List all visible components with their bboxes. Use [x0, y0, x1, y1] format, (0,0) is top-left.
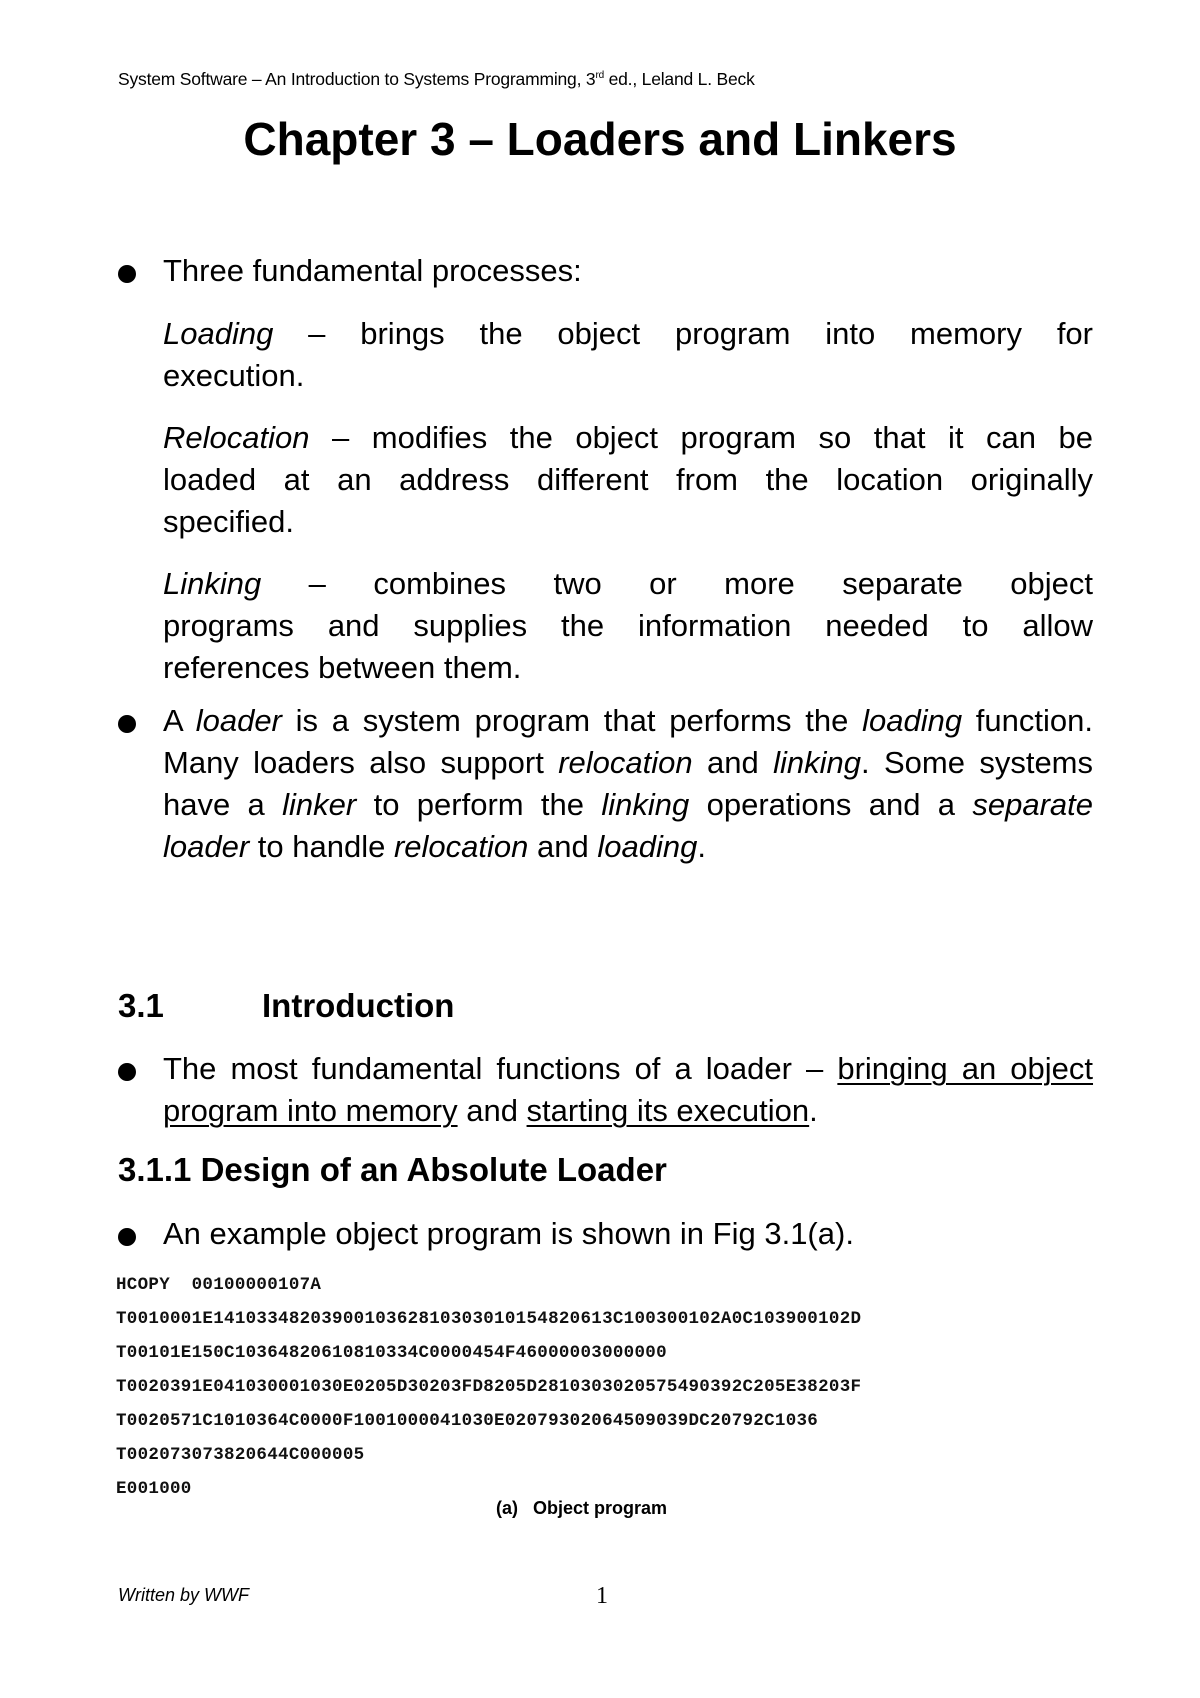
header-text: System Software – An Introduction to Systems Programming, 3 — [118, 69, 596, 89]
running-header — [118, 69, 755, 90]
definition-line — [163, 313, 1093, 355]
figure-caption: (a) Object program — [496, 1498, 668, 1518]
bullet-marker — [118, 1063, 136, 1081]
object-program-figure — [116, 1268, 861, 1506]
bullet-marker — [118, 1228, 136, 1246]
underlined-phrase: bringing an object program into memory — [163, 1051, 1094, 1128]
page-number: 1 — [596, 1583, 608, 1609]
object-program-line: E001000 — [116, 1479, 192, 1499]
definition-line: programs and supplies the information needed to allow — [163, 608, 1093, 643]
definition-line — [163, 417, 1093, 459]
definition-text: – modifies the object program so that it can be — [309, 420, 1093, 455]
definition-term: Loading — [163, 316, 274, 351]
bullet-marker — [118, 715, 136, 733]
header-text-end: ed., Leland L. Beck — [603, 69, 755, 89]
definition-term: Linking — [163, 566, 262, 601]
example-bullet-text: An example object program is shown in Fig 3.1(a). — [163, 1216, 854, 1251]
definition-line — [163, 563, 1093, 605]
subsection-title: 3.1.1 Design of an Absolute Loader — [118, 1151, 667, 1188]
definition-term: Relocation — [163, 420, 310, 455]
definition-line: specified. — [163, 504, 294, 539]
object-program-line: T0020391E041030001030E0205D30203FD8205D2810303020575490392C205E38203F — [116, 1377, 862, 1397]
definition-line: loaded at an address different from the location originally — [163, 462, 1093, 497]
object-program-line: T002073073820644C000005 — [116, 1445, 365, 1465]
object-program-line: T0020571C1010364C0000F1001000041030E02079302064509039DC20792C1036 — [116, 1411, 819, 1431]
header-superscript: rd — [595, 70, 604, 81]
loader-paragraph: A loader is a system program that performs the loading function. Many loaders also support relocation and linking. Some systems have a linker to perform the linking operations and a separate loader to handle relocation and loading. — [163, 703, 1094, 864]
definition-text: – brings the object program into memory for — [273, 316, 1093, 351]
definition-linking — [163, 563, 1093, 689]
object-program-line: HCOPY 00100000107A — [116, 1275, 322, 1295]
section-bullet-text: The most fundamental functions of a loader – bringing an object program into memory and starting its execution. — [163, 1051, 1094, 1128]
underlined-phrase: starting its execution — [526, 1093, 810, 1128]
section-title: Introduction — [262, 987, 455, 1024]
object-program-line: T0010001E1410334820390010362810303010154820613C100300102A0C103900102D — [116, 1309, 862, 1329]
bullet-marker — [118, 265, 136, 283]
definition-line: execution. — [163, 358, 305, 393]
intro-bullet-text: Three fundamental processes: — [163, 253, 582, 288]
chapter-title: Chapter 3 – Loaders and Linkers — [243, 113, 957, 165]
definition-text: – combines two or more separate object — [261, 566, 1093, 601]
definition-line: references between them. — [163, 650, 522, 685]
footer-author: Written by WWF — [118, 1585, 249, 1605]
object-program-line: T00101E150C10364820610810334C0000454F46000003000000 — [116, 1343, 667, 1363]
definition-loading — [163, 313, 1093, 397]
definition-relocation — [163, 417, 1093, 543]
section-number: 3.1 — [118, 987, 164, 1024]
